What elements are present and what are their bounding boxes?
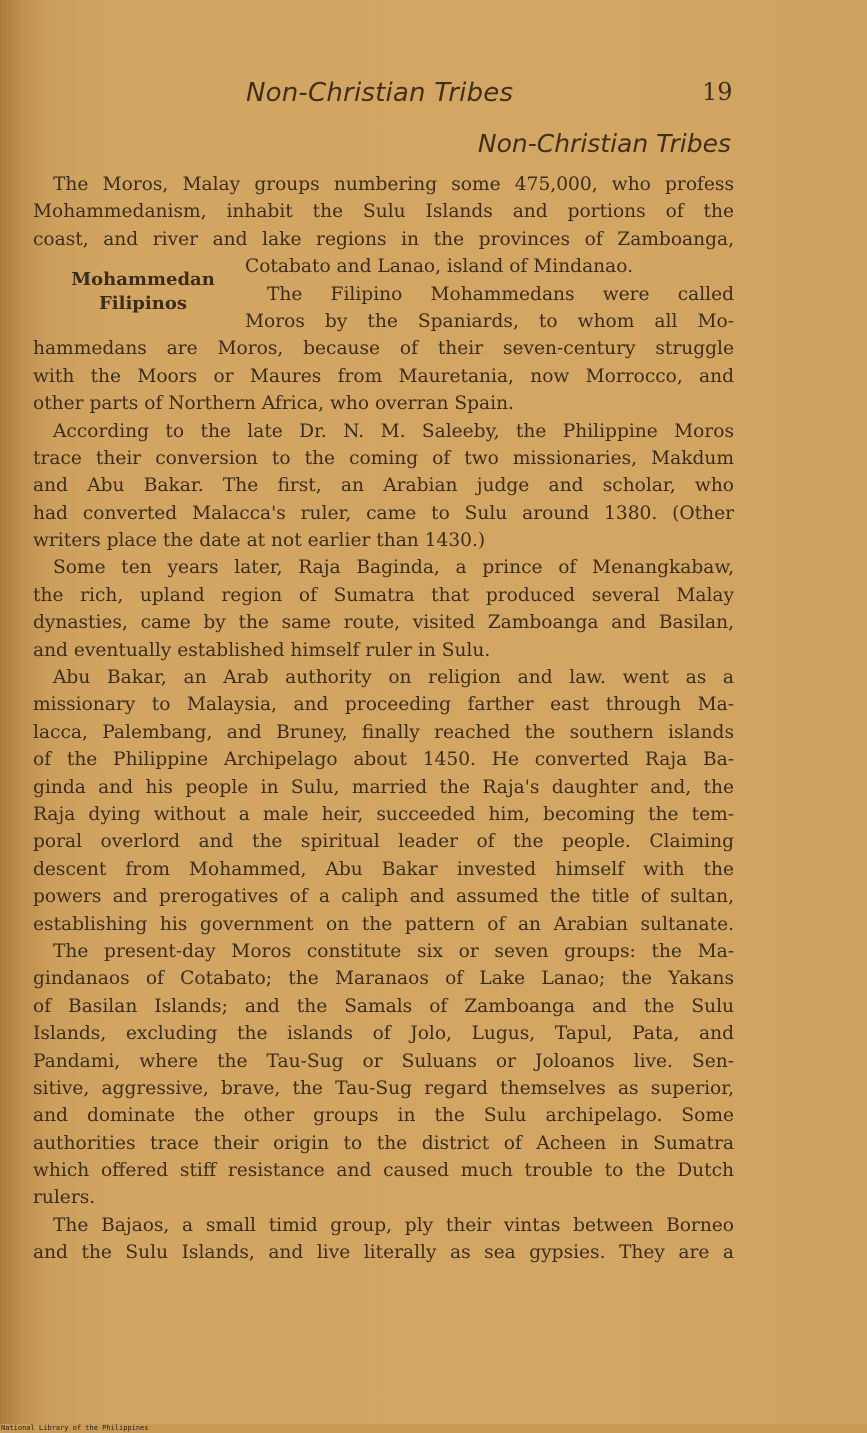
text-line: Cotabato and Lanao, island of Mindanao. xyxy=(245,256,634,278)
text-line: The Bajaos, a small timid group, ply their vintas between Borneo xyxy=(53,1214,734,1236)
text-line: and dominate the other groups in the Sulu archipelago. Some xyxy=(33,1105,734,1127)
text-line: the rich, upland region of Sumatra that produced several Malay xyxy=(33,584,734,606)
text-line: Moros by the Spaniards, to whom all Mo- xyxy=(245,310,734,332)
text-line: with the Moors or Maures from Mauretania, now Morrocco, and xyxy=(33,365,734,387)
text-line: trace their conversion to the coming of two missionaries, Makdum xyxy=(33,447,734,469)
text-line: According to the late Dr. N. M. Saleeby, the Philippine Moros xyxy=(53,420,734,442)
text-line: poral overlord and the spiritual leader of the people. Claiming xyxy=(33,831,734,853)
text-line: The present-day Moros constitute six or seven groups: the Ma- xyxy=(53,940,734,962)
text-line: and Abu Bakar. The first, an Arabian judge and scholar, who xyxy=(33,475,734,497)
text-line: The Filipino Mohammedans were called xyxy=(267,283,734,305)
text-line: authorities trace their origin to the district of Acheen in Sumatra xyxy=(33,1132,734,1154)
text-line: gindanaos of Cotabato; the Maranaos of Lake Lanao; the Yakans xyxy=(33,968,734,990)
text-line: which offered stiff resistance and caused much trouble to the Dutch xyxy=(33,1160,734,1182)
text-line: Mohammedanism, inhabit the Sulu Islands and portions of the xyxy=(33,201,734,223)
text-line: coast, and river and lake regions in the provinces of Zamboanga, xyxy=(33,228,734,250)
text-line: and the Sulu Islands, and live literally as sea gypsies. They are a xyxy=(33,1242,734,1264)
text-line: Some ten years later, Raja Baginda, a prince of Menangkabaw, xyxy=(53,557,734,579)
text-line: Pandami, where the Tau-Sug or Suluans or Joloanos live. Sen- xyxy=(33,1050,734,1072)
text-line: The Moros, Malay groups numbering some 475,000, who profess xyxy=(53,174,734,195)
text-line: ginda and his people in Sulu, married the Raja's daughter and, the xyxy=(33,776,734,798)
body-text xyxy=(33,171,734,1267)
text-line: Abu Bakar, an Arab authority on religion and law. went as a xyxy=(53,667,734,689)
text-line: Islands, excluding the islands of Jolo, Lugus, Tapul, Pata, and xyxy=(33,1023,734,1045)
text-line: lacca, Palembang, and Bruney, finally reached the southern islands xyxy=(33,721,734,743)
page-number: 19 xyxy=(702,78,733,106)
running-head-title: Non-Christian Tribes xyxy=(246,78,514,108)
text-line: hammedans are Moros, because of their seven-century struggle xyxy=(33,338,734,360)
text-line: writers place the date at not earlier than 1430.) xyxy=(33,530,486,552)
sidenote-line-1: Mohammedan xyxy=(71,269,215,290)
text-line: missionary to Malaysia, and proceeding farther east through Ma- xyxy=(33,694,734,716)
text-line: of the Philippine Archipelago about 1450. He converted Raja Ba- xyxy=(33,749,734,771)
text-line: powers and prerogatives of a caliph and assumed the title of sultan, xyxy=(33,886,734,908)
sidenote-line-2: Filipinos xyxy=(99,293,187,314)
text-line: establishing his government on the pattern of an Arabian sultanate. xyxy=(33,913,734,935)
text-line: of Basilan Islands; and the Samals of Zamboanga and the Sulu xyxy=(33,995,734,1017)
text-line: sitive, aggressive, brave, the Tau-Sug regard themselves as superior, xyxy=(33,1077,734,1099)
text-line: descent from Mohammed, Abu Bakar invested himself with the xyxy=(33,858,734,880)
text-line: dynasties, came by the same route, visited Zamboanga and Basilan, xyxy=(33,612,734,634)
text-line: rulers. xyxy=(33,1187,96,1209)
text-line: other parts of Northern Africa, who overran Spain. xyxy=(33,393,514,415)
text-line: had converted Malacca's ruler, came to Sulu around 1380. (Other xyxy=(33,502,734,524)
text-line: Raja dying without a male heir, succeeded him, becoming the tem- xyxy=(33,803,734,825)
section-title: Non-Christian Tribes xyxy=(477,129,731,158)
library-credit: National Library of the Philippines xyxy=(1,1424,149,1432)
text-line: and eventually established himself ruler in Sulu. xyxy=(33,639,491,661)
